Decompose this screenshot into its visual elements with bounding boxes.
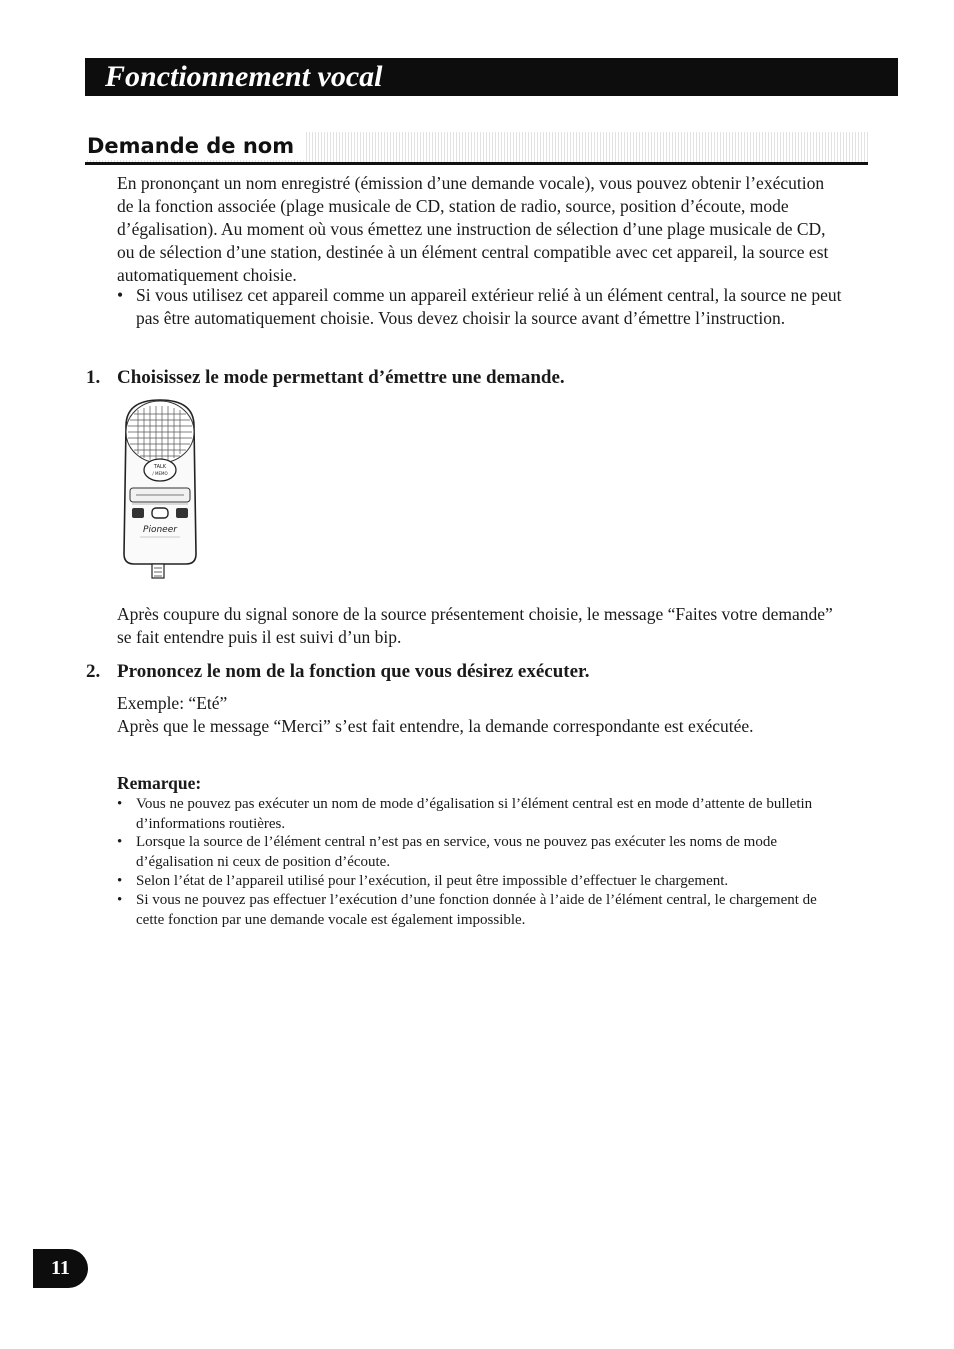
bullet-mark: • <box>117 796 123 812</box>
step-2-description: Après que le message “Merci” s’est fait entendre, la demande correspondante est exécutée. <box>117 716 754 736</box>
remark-item-text: Si vous ne pouvez pas effectuer l’exécution d’une fonction donnée à l’aide de l’élément central, le chargement de cette fonction par une demande vocale est également impossible. <box>136 892 817 928</box>
voice-remote-illustration <box>112 396 208 582</box>
step-1-description: Après coupure du signal sonore de la source présentement choisie, le message “Faites votre demande” se fait entendre puis il est suivi d’un bip. <box>117 604 833 647</box>
intro-bullet-text: Si vous utilisez cet appareil comme un appareil extérieur relié à un élément central, la source ne peut pas être automatiquement choisie. Vous devez choisir la source avant d’émettre l’instruction. <box>136 285 842 328</box>
step-1-text: Choisissez le mode permettant d’émettre une demande. <box>117 367 565 388</box>
remark-item <box>117 795 842 834</box>
talk-label: TALK <box>153 464 167 470</box>
section-title: Demande de nom <box>87 132 306 160</box>
step-2-text: Prononcez le nom de la fonction que vous désirez exécuter. <box>117 661 590 682</box>
bullet-mark: • <box>117 834 123 850</box>
step-2-number: 2. <box>86 661 101 682</box>
chapter-header-bar <box>85 58 898 96</box>
page-number: 11 <box>51 1257 70 1279</box>
bullet-mark: • <box>117 892 123 908</box>
brand-label: Pioneer <box>143 525 177 535</box>
remark-title: Remarque: <box>117 773 202 793</box>
talk-label-2: / MEMO <box>152 471 168 476</box>
bullet-mark: • <box>117 873 123 889</box>
remark-item-text: Vous ne pouvez pas exécuter un nom de mode d’égalisation si l’élément central est en mode d’attente de bulletin d’informations routières. <box>136 796 813 832</box>
chapter-title: Fonctionnement vocal <box>105 60 383 93</box>
remark-item-text: Selon l’état de l’appareil utilisé pour l’exécution, il peut être impossible d’effectuer le chargement. <box>136 873 729 889</box>
remark-item <box>117 891 842 930</box>
section-heading <box>85 132 868 165</box>
remark-item <box>117 872 842 892</box>
example-line: Exemple: “Eté” <box>117 693 228 713</box>
remark-item <box>117 833 842 872</box>
step-1-number: 1. <box>86 367 101 388</box>
bullet-mark: • <box>117 285 124 305</box>
intro-bullet <box>117 284 842 330</box>
remark-item-text: Lorsque la source de l’élément central n’est pas en service, vous ne pouvez pas exécuter les noms de mode d’égalisation ni ceux de position d’écoute. <box>136 834 778 870</box>
step-1 <box>86 366 846 390</box>
intro-paragraph: En prononçant un nom enregistré (émission d’une demande vocale), vous pouvez obtenir l’exécution de la fonction associée (plage musicale de CD, station de radio, source, position d’écoute, mode d’égalisation). Au moment où vous émettez une instruction de sélection d’une plage musicale de CD, ou de sélection d’une station, destinée à un élément central compatible avec cet appareil, la source est automatiquement choisie. <box>117 173 829 285</box>
step-2 <box>86 660 846 684</box>
page-number-badge <box>33 1249 88 1288</box>
